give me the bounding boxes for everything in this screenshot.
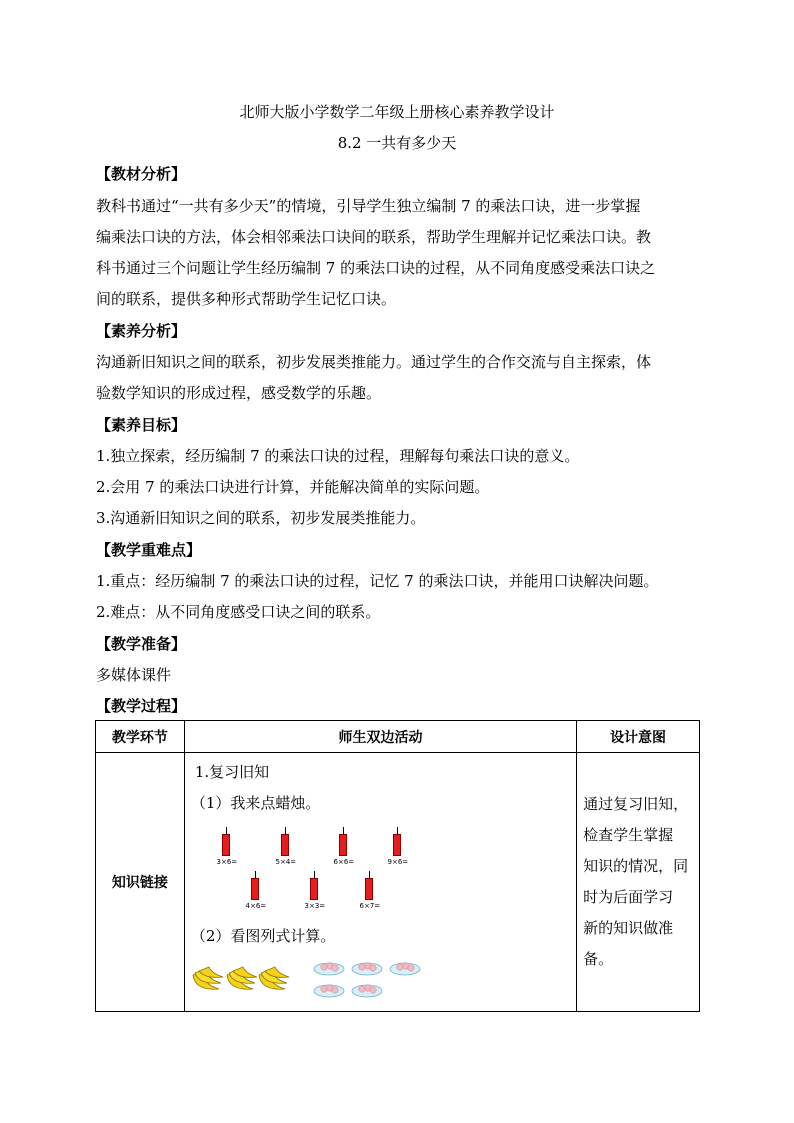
firecracker-label: 3×6=	[216, 858, 238, 866]
firecracker-icon	[339, 834, 347, 856]
peach-plate-icon	[352, 963, 382, 975]
firecracker-icon	[281, 834, 289, 856]
firecracker-label: 5×4=	[275, 858, 297, 866]
table-row	[96, 753, 700, 1012]
literacy-analysis-line: 沟通新旧知识之间的联系，初步发展类推能力。通过学生的合作交流与自主探索，体	[96, 353, 652, 371]
firecracker-icon	[365, 878, 373, 900]
literacy-goal-item: 3.沟通新旧知识之间的联系，初步发展类推能力。	[96, 509, 426, 527]
lesson-title: 8.2 一共有多少天	[337, 134, 457, 152]
document-title: 北师大版小学数学二年级上册核心素养教学设计	[239, 103, 555, 121]
intent-line: 通过复习旧知，	[583, 795, 689, 813]
key-point-item: 2.难点：从不同角度感受口诀之间的联系。	[96, 603, 381, 621]
literacy-analysis-line: 验数学知识的形成过程，感受数学的乐趣。	[96, 384, 382, 402]
peach-plates-icons	[313, 959, 423, 1001]
banana-icon	[259, 967, 289, 989]
peach-plate-icon	[352, 985, 382, 997]
section-heading-process: 【教学过程】	[96, 697, 187, 715]
table-header-row	[96, 721, 700, 753]
textbook-analysis-line: 间的联系，提供多种形式帮助学生记忆口诀。	[96, 290, 397, 308]
banana-bunch-icons	[191, 965, 291, 995]
section-heading-preparation: 【教学准备】	[96, 635, 187, 653]
peach-plate-icon	[390, 963, 420, 975]
section-heading-literacy-goals: 【素养目标】	[96, 416, 187, 434]
key-point-item: 1.重点：经历编制 7 的乘法口诀的过程，记忆 7 的乘法口诀，并能用口诀解决问题。	[96, 572, 659, 590]
firecracker-icon	[393, 834, 401, 856]
firecracker-label: 6×7=	[359, 902, 381, 910]
section-heading-key-points: 【教学重难点】	[96, 541, 202, 559]
intent-line: 备。	[583, 950, 614, 968]
preparation-text: 多媒体课件	[96, 666, 172, 684]
activity-title: 1.复习旧知	[194, 763, 270, 781]
intent-cell	[577, 753, 700, 1012]
table-header-activity: 师生双边活动	[184, 721, 576, 753]
teaching-process-table	[95, 720, 700, 1012]
firecracker-icon	[251, 878, 259, 900]
intent-line: 时为后面学习	[583, 888, 674, 906]
literacy-goal-item: 2.会用 7 的乘法口诀进行计算，并能解决简单的实际问题。	[96, 478, 490, 496]
table-header-intent: 设计意图	[577, 721, 700, 753]
peach-plate-icon	[314, 985, 344, 997]
firecracker-icon	[310, 878, 318, 900]
activity-step-1: （1）我来点蜡烛。	[190, 794, 321, 812]
section-heading-literacy-analysis: 【素养分析】	[96, 322, 187, 340]
literacy-goal-item: 1.独立探索，经历编制 7 的乘法口诀的过程，理解每句乘法口诀的意义。	[96, 447, 580, 465]
firecracker-icon	[222, 834, 230, 856]
activity-cell	[184, 753, 576, 1012]
firecracker-label: 6×6=	[333, 858, 355, 866]
firecracker-label: 3×3=	[304, 902, 326, 910]
intent-line: 知识的情况，同	[583, 857, 689, 875]
intent-line: 新的知识做准	[583, 919, 674, 937]
banana-icon	[193, 967, 223, 989]
stage-cell: 知识链接	[96, 753, 185, 1012]
section-heading-textbook-analysis: 【教材分析】	[96, 165, 187, 183]
firecracker-label: 4×6=	[245, 902, 267, 910]
banana-icon	[227, 967, 257, 989]
table-header-stage: 教学环节	[96, 721, 185, 753]
peach-plate-icon	[314, 963, 344, 975]
textbook-analysis-line: 编乘法口诀的方法，体会相邻乘法口诀间的联系，帮助学生理解并记忆乘法口诀。教	[96, 228, 652, 246]
textbook-analysis-line: 教科书通过“一共有多少天”的情境，引导学生独立编制 7 的乘法口诀，进一步掌握	[96, 197, 641, 215]
activity-step-2: （2）看图列式计算。	[190, 927, 336, 945]
textbook-analysis-line: 科书通过三个问题让学生经历编制 7 的乘法口诀的过程，从不同角度感受乘法口诀之	[96, 259, 656, 277]
intent-line: 检查学生掌握	[583, 826, 674, 844]
firecracker-label: 9×6=	[387, 858, 409, 866]
